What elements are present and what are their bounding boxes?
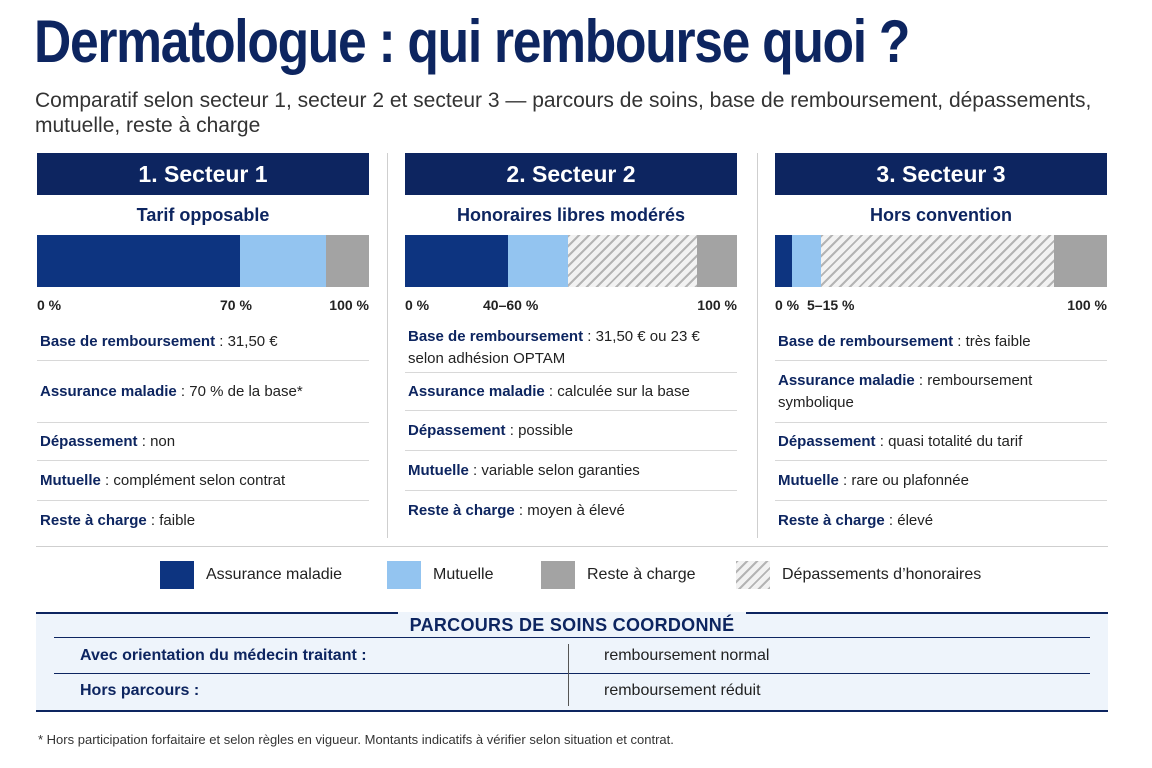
legend-swatch [541,561,575,589]
info-row: Reste à charge : faible [40,512,196,529]
legend-label: Reste à charge [587,566,696,583]
info-row: Reste à charge : moyen à élevé [408,502,625,519]
info-row: Dépassement : non [37,423,369,461]
info-row: Dépassement : quasi totalité du tarif [775,423,1107,461]
bar-segment-depassement [821,235,1053,287]
legend-item-depassements [736,560,981,590]
tick-label: 0 % [37,297,62,313]
info-row: Base de remboursement : très faible [775,323,1107,361]
legend-swatch [160,561,194,589]
parcours-title: PARCOURS DE SOINS COORDONNÉ [409,615,735,635]
info-row: Base de remboursement : 31,50 € [37,323,369,361]
legend-swatch [736,561,770,589]
footnote: * Hors participation forfaitaire et selon règles en vigueur. Montants indicatifs à vérifier selon situation et contrat. [38,732,674,747]
info-row: Reste à charge : élevé [778,512,934,529]
tick-label: 5–15 % [807,297,855,313]
column-subtitle: Tarif opposable [136,205,270,225]
coverage-bar [37,235,369,287]
parcours-row-value: remboursement réduit [604,682,761,699]
column-header: 2. Secteur 2 [405,153,737,195]
info-row: Base de remboursement : 31,50 € ou 23 € selon adhésion OPTAM [405,323,737,373]
bar-segment-assurance-maladie [775,235,792,287]
bar-segment-mutuelle [240,235,326,287]
bar-ticks [775,287,1107,321]
info-row: Mutuelle : complément selon contrat [37,461,369,501]
info-rows [405,323,737,531]
info-row: Mutuelle : variable selon garanties [405,451,737,491]
bar-ticks [405,287,737,321]
tick-label: 100 % [697,297,737,313]
bar-segment-reste-a-charge [326,235,369,287]
bar-segment-mutuelle [508,235,568,287]
info-row: Mutuelle : rare ou plafonnée [775,461,1107,501]
page-subtitle: Comparatif selon secteur 1, secteur 2 et secteur 3 — parcours de soins, base de remboursement, dépassements, mutuelle, reste à charge [35,89,1092,137]
tick-label: 0 % [405,297,430,313]
tick-label: 40–60 % [483,297,539,313]
section-divider [36,546,1108,547]
legend-swatch [387,561,421,589]
parcours-row [36,639,1108,673]
info-row: Assurance maladie : calculée sur la base [405,373,737,411]
legend-item-mutuelle [387,560,493,590]
coverage-bar [775,235,1107,287]
parcours-row-label: Avec orientation du médecin traitant : [80,647,367,664]
column-secteur-3 [775,153,1107,541]
parcours-row [36,674,1108,708]
parcours-panel [36,612,1108,712]
tick-label: 100 % [329,297,369,313]
parcours-row-value: remboursement normal [604,647,770,664]
info-rows [37,323,369,541]
bar-segment-assurance-maladie [405,235,508,287]
bar-segment-reste-a-charge [697,235,737,287]
tick-label: 70 % [220,297,252,313]
column-secteur-1 [37,153,369,541]
column-divider [387,153,388,538]
column-subtitle: Hors convention [869,205,1012,225]
bar-ticks [37,287,369,321]
bar-segment-mutuelle [792,235,822,287]
row-divider [54,637,1090,638]
column-divider [568,644,569,706]
bar-segment-depassement [568,235,697,287]
column-header: 1. Secteur 1 [37,153,369,195]
parcours-row-label: Hors parcours : [80,682,200,699]
legend-item-assurance-maladie [160,560,342,590]
tick-label: 100 % [1067,297,1107,313]
legend-label: Mutuelle [433,566,494,583]
info-row: Assurance maladie : 70 % de la base* [37,361,369,423]
info-rows [775,323,1107,541]
coverage-bar [405,235,737,287]
legend-item-reste-a-charge [541,560,696,590]
column-secteur-2 [405,153,737,531]
column-subtitle: Honoraires libres modérés [456,205,686,225]
info-row: Dépassement : possible [405,411,737,451]
column-header: 3. Secteur 3 [775,153,1107,195]
info-row: Assurance maladie : remboursement symbolique [775,361,1107,423]
tick-label: 0 % [775,297,800,313]
legend-label: Assurance maladie [206,566,343,583]
bar-segment-reste-a-charge [1054,235,1107,287]
page-title: Dermatologue : qui rembourse quoi ? [34,8,910,75]
column-divider [757,153,758,538]
legend-label: Dépassements d’honoraires [782,566,982,583]
bar-segment-assurance-maladie [37,235,240,287]
